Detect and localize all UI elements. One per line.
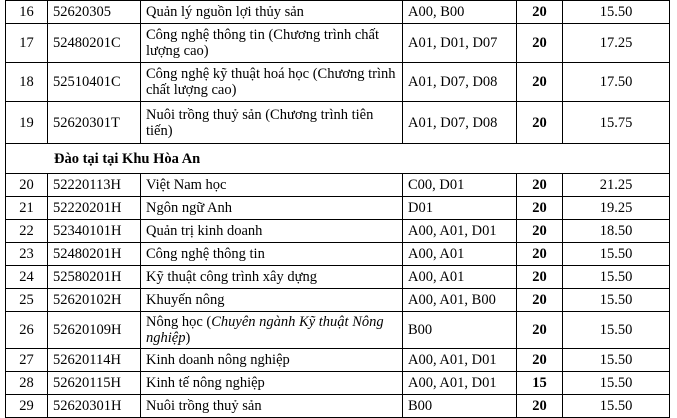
table-row (6, 63, 670, 102)
major-code: 52340101H (48, 220, 141, 243)
score: 15.50 (563, 289, 670, 312)
major-name: Kinh tế nông nghiệp (141, 372, 403, 395)
row-number: 18 (6, 63, 48, 102)
table-row (6, 220, 670, 243)
major-code: 52620301H (48, 395, 141, 418)
table-row (6, 266, 670, 289)
quota: 20 (517, 63, 563, 102)
row-number: 27 (6, 349, 48, 372)
subject-combination: A01, D07, D08 (403, 102, 517, 144)
subject-combination: A00, A01 (403, 243, 517, 266)
major-name: Nuôi trồng thuỷ sản (Chương trình tiên tiến) (141, 102, 403, 144)
section-header-row (6, 144, 670, 174)
row-number: 19 (6, 102, 48, 144)
row-number: 24 (6, 266, 48, 289)
score: 17.25 (563, 24, 670, 63)
quota: 20 (517, 266, 563, 289)
quota: 20 (517, 174, 563, 197)
score: 15.75 (563, 102, 670, 144)
quota: 15 (517, 372, 563, 395)
row-number: 26 (6, 312, 48, 349)
major-code: 52620114H (48, 349, 141, 372)
table-row (6, 312, 670, 349)
major-name: Ngôn ngữ Anh (141, 197, 403, 220)
major-name-close: ) (185, 330, 191, 346)
quota: 20 (517, 312, 563, 349)
table-row (6, 197, 670, 220)
row-number: 29 (6, 395, 48, 418)
row-number: 21 (6, 197, 48, 220)
subject-combination: D01 (403, 197, 517, 220)
subject-combination: A00, B00 (403, 1, 517, 24)
quota: 20 (517, 197, 563, 220)
major-name: Công nghệ thông tin (Chương trình chất lượng cao) (141, 24, 403, 63)
score: 15.50 (563, 372, 670, 395)
major-code: 52580201H (48, 266, 141, 289)
subject-combination: A00, A01 (403, 266, 517, 289)
row-number: 28 (6, 372, 48, 395)
subject-combination: A01, D01, D07 (403, 24, 517, 63)
major-name (141, 312, 403, 349)
major-name: Công nghệ thông tin (141, 243, 403, 266)
major-code: 52620305 (48, 1, 141, 24)
subject-combination: A00, A01, B00 (403, 289, 517, 312)
subject-combination: C00, D01 (403, 174, 517, 197)
score: 15.50 (563, 312, 670, 349)
major-code: 52620115H (48, 372, 141, 395)
table-row (6, 243, 670, 266)
quota: 20 (517, 349, 563, 372)
table-row (6, 372, 670, 395)
quota: 20 (517, 1, 563, 24)
quota: 20 (517, 395, 563, 418)
row-number: 17 (6, 24, 48, 63)
major-name: Khuyến nông (141, 289, 403, 312)
major-name-specialization: Chuyên ngành Kỹ thuật Nông nghiệp (146, 314, 384, 346)
row-number: 22 (6, 220, 48, 243)
subject-combination: A00, A01, D01 (403, 220, 517, 243)
major-name: Quản lý nguồn lợi thủy sản (141, 1, 403, 24)
admission-table (5, 0, 670, 418)
quota: 20 (517, 289, 563, 312)
row-number: 23 (6, 243, 48, 266)
score: 15.50 (563, 266, 670, 289)
table-row (6, 24, 670, 63)
subject-combination: A00, A01, D01 (403, 349, 517, 372)
major-code: 52620301T (48, 102, 141, 144)
score: 19.25 (563, 197, 670, 220)
section-title: Đào tại tại Khu Hòa An (6, 144, 670, 174)
major-code: 52620102H (48, 289, 141, 312)
subject-combination: B00 (403, 312, 517, 349)
major-code: 52220201H (48, 197, 141, 220)
major-code: 52480201H (48, 243, 141, 266)
score: 15.50 (563, 1, 670, 24)
major-name: Việt Nam học (141, 174, 403, 197)
major-name: Công nghệ kỹ thuật hoá học (Chương trình chất lượng cao) (141, 63, 403, 102)
table-row (6, 102, 670, 144)
table-row (6, 289, 670, 312)
major-name: Kinh doanh nông nghiệp (141, 349, 403, 372)
major-code: 52480201C (48, 24, 141, 63)
major-name-plain: Nông học ( (146, 314, 212, 330)
subject-combination: A01, D07, D08 (403, 63, 517, 102)
subject-combination: B00 (403, 395, 517, 418)
row-number: 20 (6, 174, 48, 197)
table-row (6, 349, 670, 372)
row-number: 16 (6, 1, 48, 24)
score: 17.50 (563, 63, 670, 102)
table-row (6, 174, 670, 197)
major-code: 52620109H (48, 312, 141, 349)
quota: 20 (517, 220, 563, 243)
row-number: 25 (6, 289, 48, 312)
major-name: Quản trị kinh doanh (141, 220, 403, 243)
major-code: 52510401C (48, 63, 141, 102)
quota: 20 (517, 24, 563, 63)
score: 15.50 (563, 395, 670, 418)
score: 15.50 (563, 243, 670, 266)
table-row (6, 395, 670, 418)
table-body (6, 1, 670, 418)
major-code: 52220113H (48, 174, 141, 197)
quota: 20 (517, 243, 563, 266)
quota: 20 (517, 102, 563, 144)
table-row (6, 1, 670, 24)
major-name: Nuôi trồng thuỷ sản (141, 395, 403, 418)
score: 18.50 (563, 220, 670, 243)
major-name: Kỹ thuật công trình xây dựng (141, 266, 403, 289)
subject-combination: A00, A01, D01 (403, 372, 517, 395)
score: 15.50 (563, 349, 670, 372)
score: 21.25 (563, 174, 670, 197)
